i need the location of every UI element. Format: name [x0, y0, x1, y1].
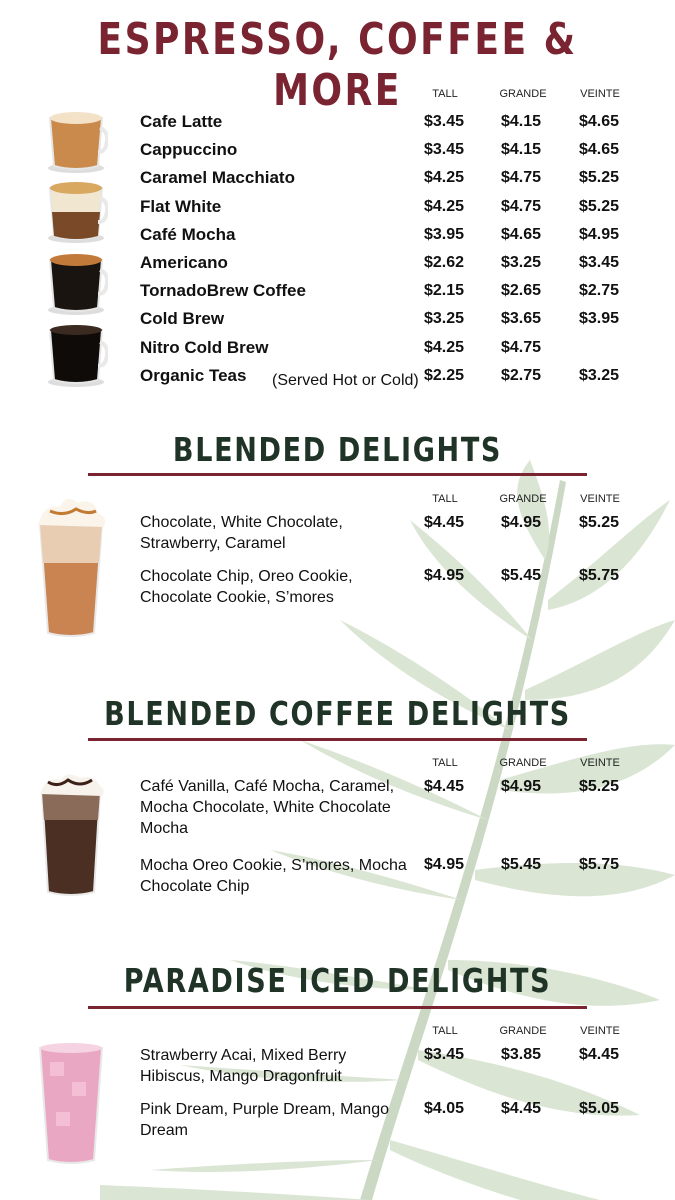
price-veinte: $4.65	[579, 141, 620, 158]
menu-item-name: Nitro Cold Brew	[140, 338, 269, 357]
menu-item-name: Americano	[140, 253, 228, 272]
blended-coffee-item-1: Café Vanilla, Café Mocha, Caramel, Mocha Chocolate, White Chocolate Mocha	[140, 778, 395, 837]
size-header-grande: GRANDE	[499, 757, 547, 769]
menu-item-name: Cold Brew	[140, 309, 225, 328]
size-header-veinte: VEINTE	[580, 493, 620, 505]
price-veinte: $5.75	[579, 856, 620, 873]
blended-item-2: Chocolate Chip, Oreo Cookie, Chocolate Cookie, S’mores	[140, 568, 353, 606]
blended-coffee-delights-title: BLENDED COFFEE DELIGHTS	[104, 694, 571, 733]
price-tall: $4.95	[424, 567, 465, 584]
price-tall: $3.45	[424, 1046, 465, 1063]
price-tall: $4.05	[424, 1100, 465, 1117]
price-veinte: $5.25	[579, 198, 620, 215]
menu-item-name: TornadoBrew Coffee	[140, 281, 306, 300]
section-divider	[88, 1006, 587, 1009]
price-tall: $4.45	[424, 778, 465, 795]
size-header-veinte: VEINTE	[580, 1025, 620, 1037]
price-grande: $4.65	[501, 226, 542, 243]
price-grande: $4.75	[501, 339, 542, 356]
price-grande: $4.95	[501, 514, 542, 531]
price-tall: $4.25	[424, 339, 465, 356]
americano-cup-icon	[44, 250, 108, 316]
price-grande: $4.95	[501, 778, 542, 795]
page-title: ESPRESSO, COFFEE & MORE	[97, 14, 578, 116]
price-tall: $2.62	[424, 254, 465, 271]
latte-cup-icon	[44, 108, 108, 174]
size-header-tall: TALL	[432, 493, 458, 505]
price-tall: $3.25	[424, 310, 465, 327]
price-veinte: $5.25	[579, 514, 620, 531]
price-tall: $4.45	[424, 514, 465, 531]
size-header-tall: TALL	[432, 757, 458, 769]
price-tall: $3.95	[424, 226, 465, 243]
menu-item-name: Cappuccino	[140, 140, 238, 159]
blended-delights-title: BLENDED DELIGHTS	[172, 430, 503, 469]
paradise-iced-delights-title: PARADISE ICED DELIGHTS	[123, 961, 552, 1000]
price-tall: $2.15	[424, 282, 465, 299]
price-veinte: $3.45	[579, 254, 620, 271]
size-header-grande: GRANDE	[499, 88, 547, 100]
price-grande: $4.75	[501, 169, 542, 186]
price-veinte: $3.25	[579, 367, 620, 384]
menu-item-name: Caramel Macchiato	[140, 168, 295, 187]
menu-item-name: Café Mocha	[140, 225, 236, 244]
paradise-item-2: Pink Dream, Purple Dream, Mango Dream	[140, 1101, 389, 1139]
menu-item-name: Cafe Latte	[140, 112, 223, 131]
size-header-veinte: VEINTE	[580, 88, 620, 100]
price-grande: $4.75	[501, 198, 542, 215]
price-veinte: $3.95	[579, 310, 620, 327]
section-divider	[88, 738, 587, 741]
menu-item-name: Flat White	[140, 197, 222, 216]
price-veinte: $5.25	[579, 169, 620, 186]
price-grande: $3.85	[501, 1046, 542, 1063]
paradise-item-1: Strawberry Acai, Mixed Berry Hibiscus, Mango Dragonfruit	[140, 1047, 347, 1085]
size-header-grande: GRANDE	[499, 1025, 547, 1037]
size-header-tall: TALL	[432, 1025, 458, 1037]
price-veinte: $4.95	[579, 226, 620, 243]
price-veinte: $5.25	[579, 778, 620, 795]
price-tall: $4.25	[424, 198, 465, 215]
cold-brew-cup-icon	[44, 322, 108, 388]
price-tall: $4.95	[424, 856, 465, 873]
price-grande: $4.15	[501, 141, 542, 158]
price-veinte: $5.05	[579, 1100, 620, 1117]
frappe-cup-icon	[34, 493, 108, 638]
price-grande: $4.15	[501, 113, 542, 130]
price-veinte: $4.65	[579, 113, 620, 130]
size-header-grande: GRANDE	[499, 493, 547, 505]
menu-item-note: (Served Hot or Cold)	[272, 372, 419, 389]
macchiato-cup-icon	[44, 178, 108, 244]
blended-coffee-item-2: Mocha Oreo Cookie, S’mores, Mocha Chocolate Chip	[140, 857, 407, 895]
price-grande: $3.65	[501, 310, 542, 327]
price-grande: $2.65	[501, 282, 542, 299]
price-tall: $3.45	[424, 113, 465, 130]
mocha-frappe-cup-icon	[36, 770, 106, 898]
pink-drink-cup-icon	[36, 1042, 106, 1166]
price-grande: $4.45	[501, 1100, 542, 1117]
price-veinte: $4.45	[579, 1046, 620, 1063]
blended-item-1: Chocolate, White Chocolate, Strawberry, Caramel	[140, 514, 343, 552]
price-tall: $4.25	[424, 169, 465, 186]
price-grande: $5.45	[501, 567, 542, 584]
price-veinte: $2.75	[579, 282, 620, 299]
price-grande: $2.75	[501, 367, 542, 384]
price-grande: $5.45	[501, 856, 542, 873]
price-tall: $3.45	[424, 141, 465, 158]
section-divider	[88, 473, 587, 476]
size-header-tall: TALL	[432, 88, 458, 100]
menu-item-name: Organic Teas	[140, 366, 247, 385]
size-header-veinte: VEINTE	[580, 757, 620, 769]
price-tall: $2.25	[424, 367, 465, 384]
price-grande: $3.25	[501, 254, 542, 271]
price-veinte: $5.75	[579, 567, 620, 584]
